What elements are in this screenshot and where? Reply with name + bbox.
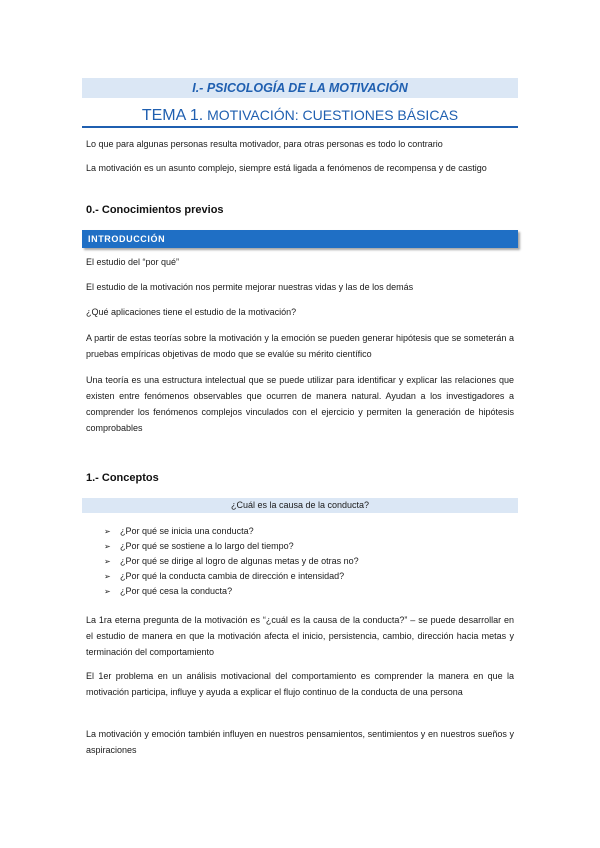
intro-paragraph: La motivación es un asunto complejo, siempre está ligada a fenómenos de recompensa y de castigo bbox=[86, 163, 487, 173]
section-heading-conceptos: 1.- Conceptos bbox=[86, 472, 159, 484]
list-item: ➢ ¿Por qué se sostiene a lo largo del tiempo? bbox=[104, 539, 359, 554]
arrow-bullet-icon: ➢ bbox=[104, 542, 111, 551]
body-paragraph: Una teoría es una estructura intelectual que se puede utilizar para identificar y explicar las relaciones que existen entre fenómenos observables que ocurren de manera natural. Ayudan a los investigadores a comprender los fenómenos complejos vinculados con el ejercicio y permiten la generación de hipótesis comprobables bbox=[86, 375, 514, 433]
introduccion-label: INTRODUCCIÓN bbox=[88, 234, 166, 244]
part-title: I.- PSICOLOGÍA DE LA MOTIVACIÓN bbox=[192, 81, 408, 95]
section-heading-conocimientos: 0.- Conocimientos previos bbox=[86, 204, 224, 216]
arrow-bullet-icon: ➢ bbox=[104, 587, 111, 596]
introduccion-bar bbox=[82, 230, 518, 248]
cause-question-bar bbox=[82, 498, 518, 513]
arrow-bullet-icon: ➢ bbox=[104, 527, 111, 536]
arrow-bullet-icon: ➢ bbox=[104, 572, 111, 581]
body-paragraph: La 1ra eterna pregunta de la motivación es “¿cuál es la causa de la conducta?” – se puede desarrollar en el estudio de manera en que la motivación afecta el inicio, persistencia, cambio, dirección hacia metas y terminación del comportamiento bbox=[86, 615, 514, 657]
cause-question: ¿Cuál es la causa de la conducta? bbox=[230, 500, 370, 510]
question-list bbox=[104, 524, 359, 599]
list-item: ➢ ¿Por qué cesa la conducta? bbox=[104, 584, 359, 599]
intro-paragraph: Lo que para algunas personas resulta motivador, para otras personas es todo lo contrario bbox=[86, 139, 443, 149]
arrow-bullet-icon: ➢ bbox=[104, 557, 111, 566]
tema-label: TEMA 1. bbox=[141, 107, 204, 124]
body-paragraph: A partir de estas teorías sobre la motivación y la emoción se pueden generar hipótesis que se someterán a pruebas empíricas objetivas de modo que se evalúe su mérito científico bbox=[86, 333, 514, 359]
list-item: ➢ ¿Por qué se inicia una conducta? bbox=[104, 524, 359, 539]
body-paragraph: El 1er problema en un análisis motivacional del comportamiento es comprender la manera en que la motivación participa, influye y ayuda a explicar el flujo continuo de la conducta de una persona bbox=[86, 671, 514, 697]
body-paragraph: La motivación y emoción también influyen en nuestros pensamientos, sentimientos y en nuestros sueños y aspiraciones bbox=[86, 729, 514, 755]
body-paragraph: ¿Qué aplicaciones tiene el estudio de la motivación? bbox=[86, 307, 297, 317]
part-title-banner bbox=[82, 78, 518, 98]
list-item: ➢ ¿Por qué la conducta cambia de dirección e intensidad? bbox=[104, 569, 359, 584]
body-paragraph: El estudio de la motivación nos permite mejorar nuestras vidas y las de los demás bbox=[86, 282, 414, 292]
list-item: ➢ ¿Por qué se dirige al logro de algunas metas y de otras no? bbox=[104, 554, 359, 569]
tema-subtitle: MOTIVACIÓN: CUESTIONES BÁSICAS bbox=[203, 107, 459, 123]
tema-underline bbox=[82, 126, 518, 128]
body-paragraph: El estudio del “por qué” bbox=[86, 257, 180, 267]
tema-title bbox=[82, 106, 518, 125]
